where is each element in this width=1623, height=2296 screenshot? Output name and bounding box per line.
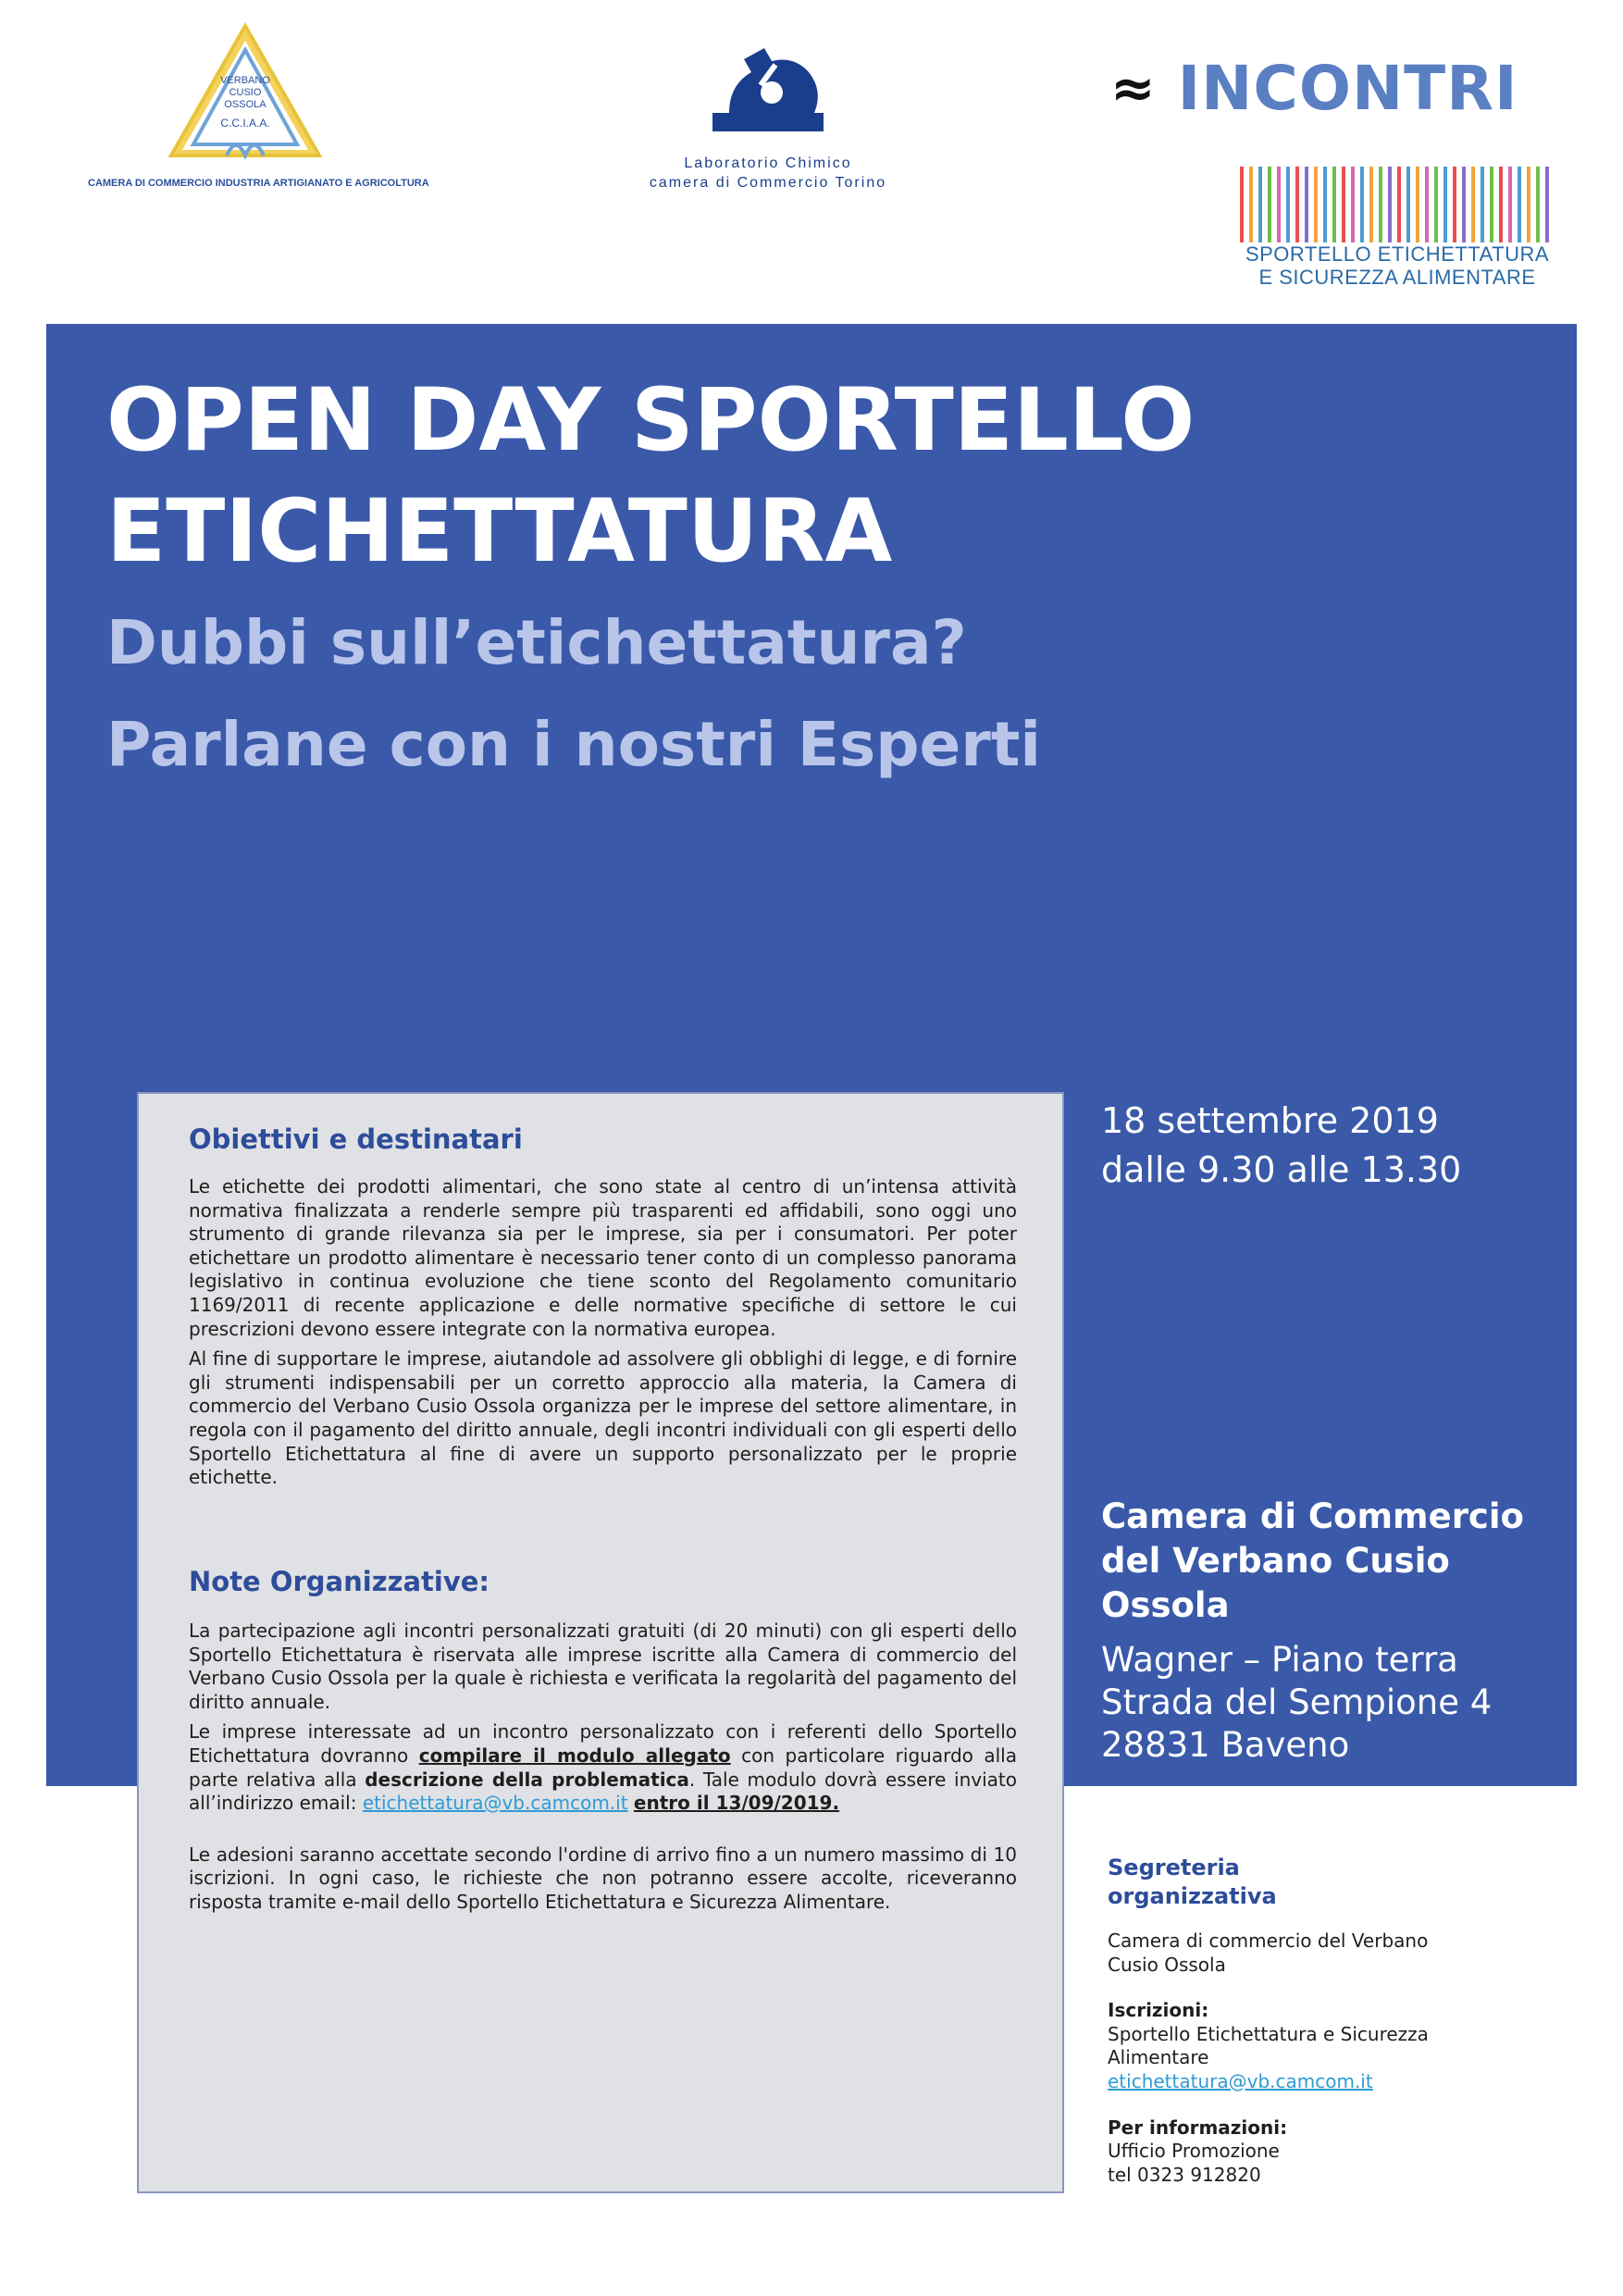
note-paragraph-2 [189,1720,1017,1815]
info-line-2: tel 0323 912820 [1108,2163,1261,2186]
incontri-label: INCONTRI [1177,52,1518,124]
ccia-logo [88,19,429,194]
info-line-1: Ufficio Promozione [1108,2140,1280,2163]
segreteria-title-line-1: Segreteria [1108,1855,1240,1880]
iscrizioni-line-1: Sportello Etichettatura e Sicurezza [1108,2022,1429,2045]
venue-address-line-2: Strada del Sempione 4 [1101,1682,1493,1722]
event-venue [1101,1495,1564,1767]
venue-name-line-1: Camera di Commercio [1101,1496,1524,1536]
note-heading: Note Organizzative: [189,1566,489,1597]
lab-logo [574,37,962,204]
ccia-caption: CAMERA DI COMMERCIO INDUSTRIA ARTIGIANATO E AGRICOLTURA [88,178,429,189]
iscrizioni-email-link[interactable]: etichettatura@vb.camcom.it [1108,2069,1373,2092]
segreteria-iscrizioni [1108,1999,1542,2093]
ccia-text-cusio: CUSIO [229,87,262,98]
content-box [137,1092,1064,2193]
flask-icon [574,37,962,148]
note-p2-text-a: Le imprese interessate ad un incontro personalizzato con i referenti dello Sportello Etichettatura dovranno [189,1720,1017,1767]
event-datetime [1101,1097,1545,1195]
note-p2-text-e: . Tale modulo dovrà essere inviato all’indirizzo email: [189,1768,1018,1815]
sportello-logo [1240,167,1573,305]
obiettivi-paragraph-1: Le etichette dei prodotti alimentari, che sono state al centro di un’intensa attività normativa finalizzata a renderle sempre più trasparenti ed affidabili, sono oggi uno strumento di grande rilevanza sia per le imprese, sia per i consumatori. Per poter etichettare un prodotto alimentare è necessario tener conto di un complesso panorama legislativo in continua evoluzione che tiene sconto del Regolamento comunitario 1169/2011 di recente applicazione e delle normative specifiche di settore le cui prescrizioni devono essere integrate con la normativa europea. [189,1175,1017,1340]
iscrizioni-line-2: Alimentare [1108,2046,1209,2069]
obiettivi-heading: Obiettivi e destinatari [189,1123,523,1155]
venue-name-line-2: del Verbano Cusio [1101,1541,1450,1581]
lab-org: camera di Commercio Torino [649,175,887,191]
note-text [189,1620,1017,1921]
segreteria-info [1108,2116,1542,2188]
iscrizioni-label: Iscrizioni: [1108,1999,1209,2022]
note-p2-text-c: con particolare riguardo alla parte relativa alla [189,1744,1017,1791]
segreteria-title-line-2: organizzativa [1108,1883,1277,1909]
subtitle-line-2: Parlane con i nostri Esperti [106,709,1042,780]
venue-address-line-1: Wagner – Piano terra [1101,1640,1458,1680]
sportello-logo-line2: E SICUREZZA ALIMENTARE [1258,266,1536,289]
title-line-2: ETICHETTATURA [106,481,893,582]
page-title [106,366,1402,588]
obiettivi-text [189,1175,1017,1496]
venue-address-line-3: 28831 Baveno [1101,1725,1350,1765]
email-link[interactable]: etichettatura@vb.camcom.it [362,1792,628,1815]
segreteria-org [1108,1930,1542,1977]
event-date: 18 settembre 2019 [1101,1100,1439,1141]
ccia-text-cciaa: C.C.I.A.A. [220,117,270,130]
ccia-text-verbano: VERBANO [220,75,270,86]
descrizione-problematica: descrizione della problematica [365,1768,689,1791]
segreteria-title [1108,1854,1542,1911]
title-line-1: OPEN DAY SPORTELLO [106,370,1196,471]
incontri-heading [1110,51,1518,125]
note-paragraph-1: La partecipazione agli incontri personalizzati gratuiti (di 20 minuti) con gli esperti dello Sportello Etichettatura è riservata alle imprese iscritte alla Camera di commercio del Verbano Cusio Ossola per la quale è richiesta e verificata la regolarità del pagamento del diritto annuale. [189,1620,1017,1713]
obiettivi-paragraph-2: Al fine di supportare le imprese, aiutandole ad assolvere gli obblighi di legge, e di fornire gli strumenti indispensabili per un corretto approccio alla materia, la Camera di commercio del Verbano Cusio Ossola organizza per le imprese del settore alimentare, in regola con il pagamento del diritto annuale, degli incontri individuali con gli esperti dello Sportello Etichettatura al fine di avere un supporto personalizzato per le proprie etichette. [189,1347,1017,1489]
lab-name: Laboratorio Chimico [684,155,852,171]
segreteria-org-line-2: Cusio Ossola [1108,1953,1226,1976]
segreteria-block [1108,1854,1542,2187]
approx-icon: ≈ [1110,56,1156,119]
venue-address [1101,1639,1564,1767]
event-time: dalle 9.30 alle 13.30 [1101,1149,1462,1190]
segreteria-org-line-1: Camera di commercio del Verbano [1108,1930,1429,1952]
page-subtitle [106,592,1402,796]
venue-name [1101,1495,1564,1628]
info-label: Per informazioni: [1108,2116,1288,2139]
ccia-triangle-icon [88,19,403,176]
ccia-text-ossola: OSSOLA [224,99,266,110]
subtitle-line-1: Dubbi sull’etichettatura? [106,607,967,678]
note-paragraph-3: Le adesioni saranno accettate secondo l'ordine di arrivo fino a un numero massimo di 10 iscrizioni. In ogni caso, le richieste che non potranno essere accolte, riceveranno risposta tramite e-mail dello Sportello Etichettatura e Sicurezza Alimentare. [189,1843,1017,1913]
venue-name-line-3: Ossola [1101,1585,1230,1625]
deadline-text: entro il 13/09/2019. [633,1792,840,1815]
sportello-logo-line1: SPORTELLO ETICHETTATURA [1240,242,1555,267]
modulo-allegato-link[interactable]: compilare il modulo allegato [418,1744,731,1767]
